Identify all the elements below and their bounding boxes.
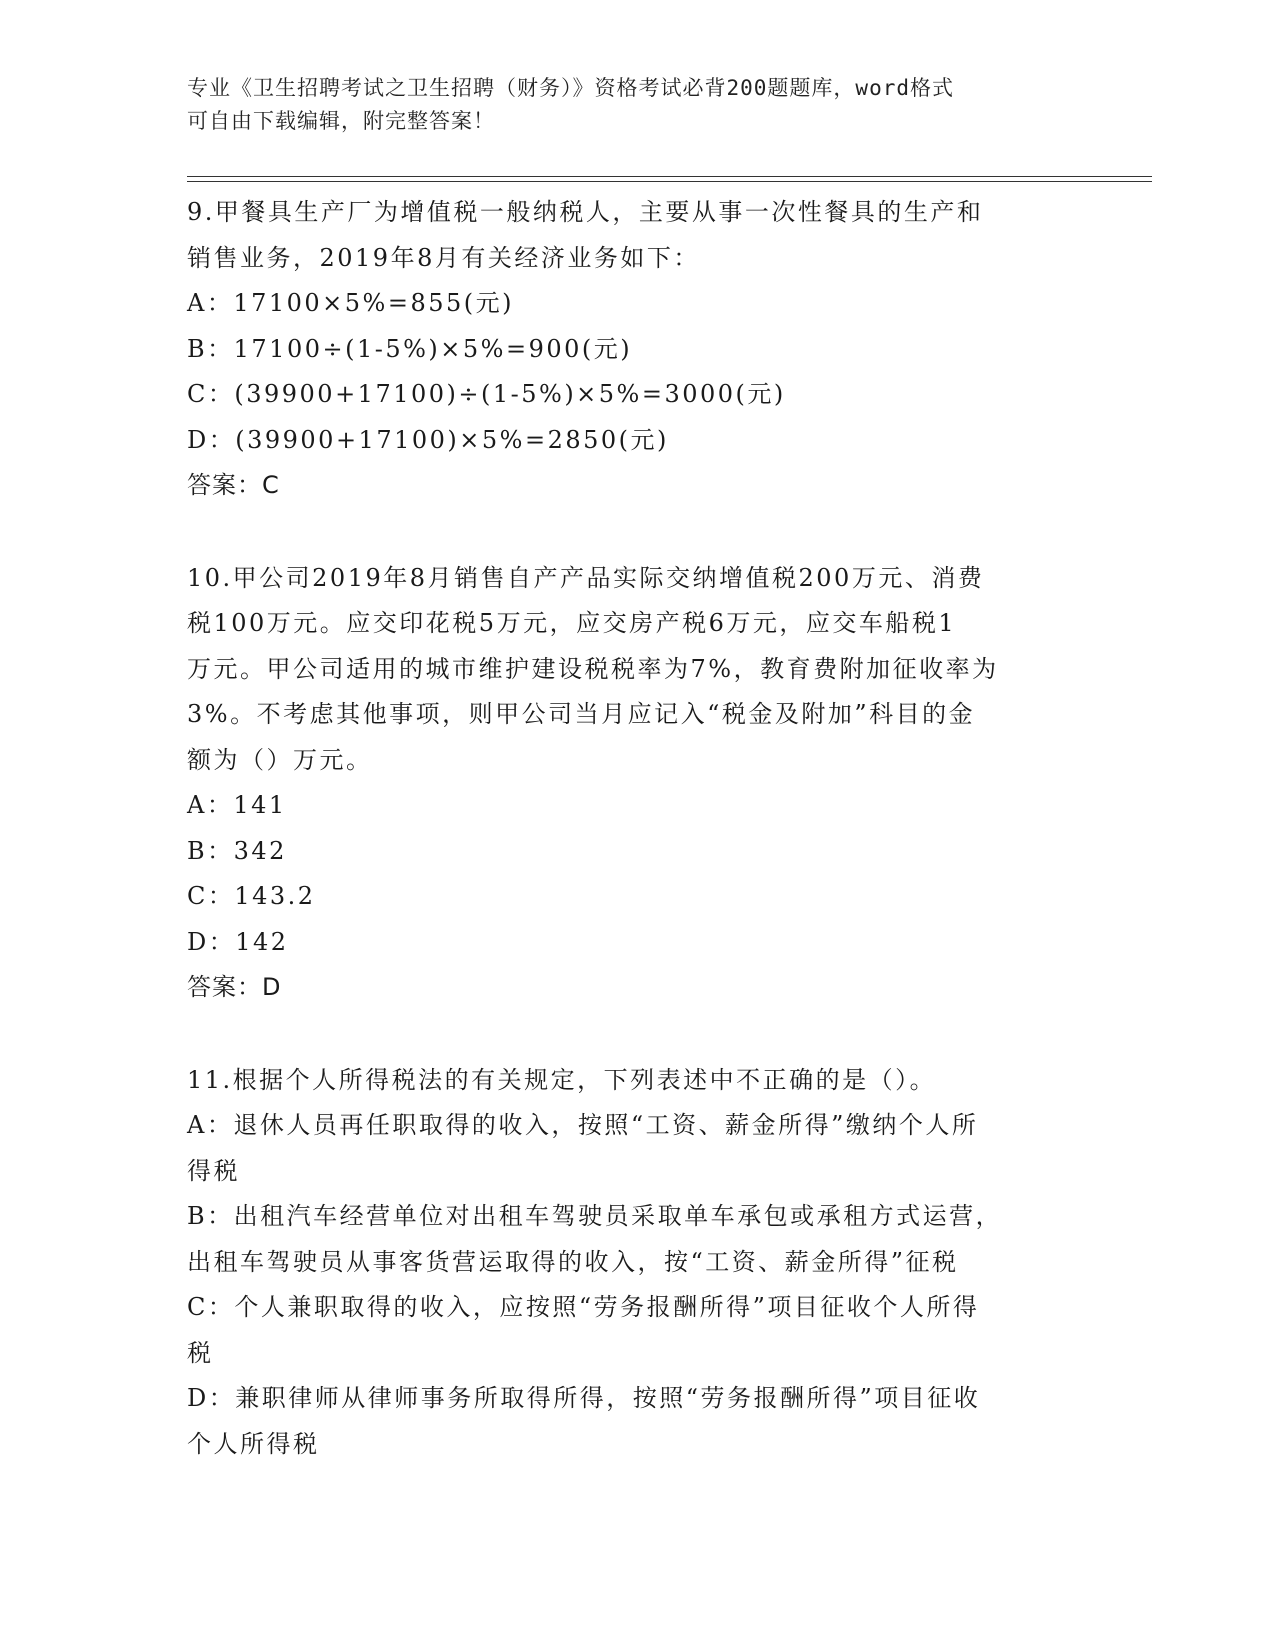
- option-d-continued: 个人所得税: [187, 1429, 320, 1458]
- option-b: B：出租汽车经营单位对出租车驾驶员采取单车承包或承租方式运营，: [187, 1202, 1003, 1230]
- option-d: D：142: [187, 927, 289, 956]
- option-c-continued: 税: [187, 1338, 214, 1367]
- option-b: B：17100÷(1-5%)×5%=900(元): [187, 334, 633, 363]
- header-divider-top: [187, 176, 1152, 177]
- option-c: C：(39900+17100)÷(1-5%)×5%=3000(元): [187, 380, 786, 408]
- question-stem-line: 税100万元。应交印花税5万元，应交房产税6万元，应交车船税1: [187, 609, 957, 637]
- question-stem-line: 额为（）万元。: [187, 745, 373, 774]
- answer-label: 答案：C: [187, 471, 280, 499]
- option-a: A：141: [187, 791, 287, 819]
- header-line-2: 可自由下载编辑，附完整答案！: [187, 109, 495, 133]
- option-a: A：退休人员再任职取得的收入，按照“工资、薪金所得”缴纳个人所: [187, 1111, 979, 1139]
- question-stem-line: 9.甲餐具生产厂为增值税一般纳税人，主要从事一次性餐具的生产和: [187, 198, 984, 226]
- header-divider-bottom: [187, 181, 1152, 182]
- question-9: [187, 190, 1067, 509]
- option-d: D：兼职律师从律师事务所取得所得，按照“劳务报酬所得”项目征收: [187, 1384, 981, 1412]
- option-a: A：17100×5%=855(元): [187, 289, 515, 317]
- answer-label: 答案：D: [187, 973, 282, 1001]
- question-stem-line: 销售业务，2019年8月有关经济业务如下：: [187, 243, 700, 272]
- option-b-continued: 出租车驾驶员从事客货营运取得的收入，按“工资、薪金所得”征税: [187, 1247, 959, 1276]
- option-c: C：个人兼职取得的收入，应按照“劳务报酬所得”项目征收个人所得: [187, 1293, 980, 1321]
- question-10: [187, 556, 1067, 1011]
- option-b: B：342: [187, 836, 287, 865]
- header-line-1: 专业《卫生招聘考试之卫生招聘（财务）》资格考试必背200题题库，word格式: [187, 76, 954, 100]
- question-11: [187, 1058, 1067, 1468]
- document-header: [187, 72, 1067, 138]
- question-stem-line: 10.甲公司2019年8月销售自产产品实际交纳增值税200万元、消费: [187, 563, 985, 592]
- option-d: D：(39900+17100)×5%=2850(元): [187, 425, 669, 454]
- question-stem-line: 11.根据个人所得税法的有关规定，下列表述中不正确的是（）。: [187, 1065, 937, 1094]
- question-spacer: [187, 1011, 1067, 1058]
- option-c: C：143.2: [187, 882, 316, 910]
- question-list: [187, 190, 1067, 1467]
- question-stem-line: 3%。不考虑其他事项，则甲公司当月应记入“税金及附加”科目的金: [187, 700, 976, 728]
- option-a-continued: 得税: [187, 1156, 240, 1185]
- question-spacer: [187, 509, 1067, 556]
- question-stem-line: 万元。甲公司适用的城市维护建设税税率为7%，教育费附加征收率为: [187, 654, 999, 683]
